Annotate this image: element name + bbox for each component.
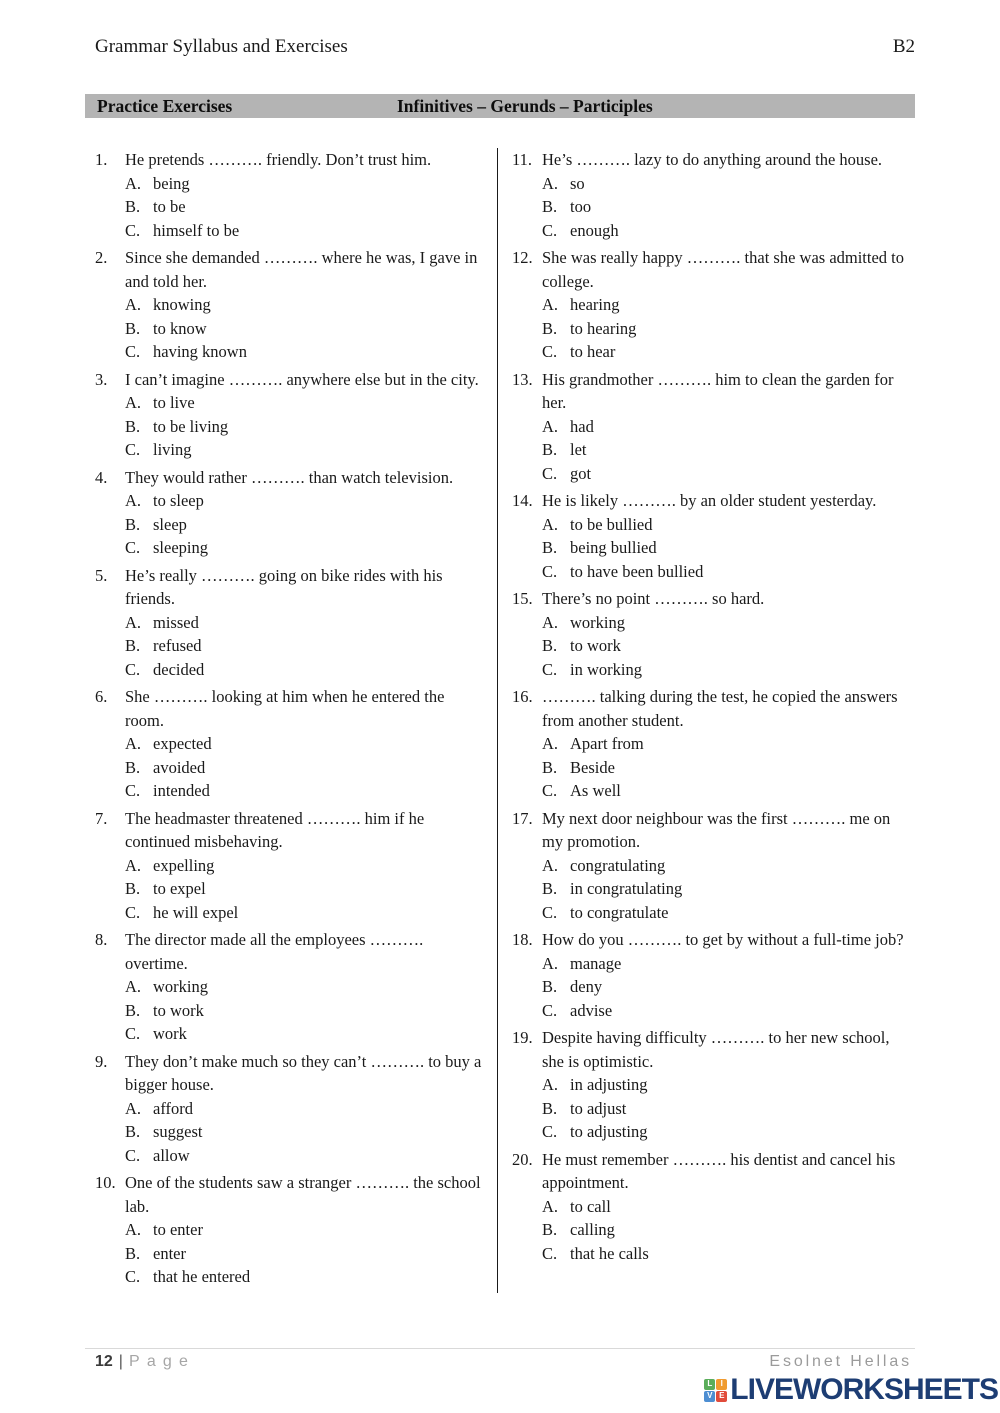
question-item [512, 148, 915, 242]
question-number: 17. [512, 808, 533, 828]
questions-column-right [497, 148, 915, 1293]
question-text: There’s no point ………. so hard. [542, 589, 765, 608]
option-text: working [570, 612, 625, 632]
publisher-name: Esolnet Hellas [769, 1353, 912, 1370]
question-number: 5. [95, 565, 108, 585]
answer-option[interactable] [542, 1120, 915, 1144]
document-header [95, 36, 915, 58]
page-footer [95, 1353, 912, 1371]
lw-square-e: E [716, 1391, 727, 1402]
question-number: 3. [95, 369, 108, 389]
option-letter: A. [542, 295, 559, 314]
answer-option[interactable] [125, 611, 482, 635]
option-text: sleeping [153, 538, 208, 557]
option-letter: C. [125, 1145, 141, 1165]
answer-option[interactable] [542, 658, 915, 682]
question-item [512, 368, 915, 486]
question-body [542, 685, 915, 803]
option-text: to adjust [570, 1098, 627, 1118]
answer-option[interactable] [125, 877, 482, 901]
option-letter: B. [542, 197, 558, 216]
option-letter: B. [542, 318, 558, 338]
answer-option[interactable] [125, 438, 482, 462]
option-text: to call [570, 1196, 611, 1216]
section-title-left: Practice Exercises [97, 96, 233, 116]
option-letter: A. [542, 953, 559, 973]
question-text: Despite having difficulty ………. to her new school, she is optimistic. [542, 1028, 890, 1071]
question-body [125, 928, 482, 1046]
question-item [95, 246, 482, 364]
question-text: He’s ………. lazy to do anything around the house. [542, 150, 883, 169]
option-letter: B. [125, 197, 141, 216]
option-letter: B. [125, 318, 141, 338]
question-text: She was really happy ………. that she was admitted to college. [542, 248, 905, 291]
question-text: He pretends ………. friendly. Don’t trust him. [125, 150, 432, 169]
question-text: The director made all the employees ………. overtime. [125, 930, 424, 973]
question-number: 15. [512, 589, 533, 608]
question-number: 11. [512, 150, 533, 169]
liveworksheets-wordmark: LIVEWORKSHEETS [730, 1373, 998, 1406]
option-text: As well [570, 781, 621, 800]
option-text: refused [153, 636, 202, 655]
option-letter: C. [542, 342, 558, 361]
answer-option[interactable] [542, 1218, 915, 1242]
option-letter: A. [542, 734, 559, 753]
option-text: to be [153, 197, 186, 216]
answer-option[interactable] [542, 1097, 915, 1121]
option-text: decided [153, 659, 205, 679]
question-number: 6. [95, 687, 108, 706]
answer-option[interactable] [542, 536, 915, 560]
footer-divider [85, 1348, 915, 1349]
answer-option[interactable] [125, 1218, 482, 1242]
answer-option[interactable] [125, 1022, 482, 1046]
option-text: enter [153, 1243, 186, 1263]
answer-option[interactable] [542, 172, 915, 196]
option-text: being [153, 173, 190, 193]
option-letter: B. [125, 757, 141, 777]
option-letter: C. [125, 220, 141, 240]
answer-option[interactable] [542, 854, 915, 878]
option-text: he will expel [153, 902, 239, 922]
option-letter: B. [542, 757, 558, 777]
option-letter: A. [125, 612, 142, 632]
option-letter: B. [542, 1220, 558, 1239]
option-letter: C. [542, 902, 558, 922]
question-text: ………. talking during the test, he copied the answers from another student. [542, 687, 898, 730]
answer-option[interactable] [542, 1195, 915, 1219]
option-letter: B. [125, 1000, 141, 1020]
level-badge: B2 [892, 36, 915, 57]
question-text: He must remember ………. his dentist and cancel his appointment. [542, 1149, 896, 1192]
question-number: 10. [95, 1173, 116, 1192]
option-text: to hearing [570, 318, 637, 338]
liveworksheets-logo [704, 1373, 998, 1407]
answer-option[interactable] [542, 901, 915, 925]
option-text: avoided [153, 757, 206, 777]
option-text: working [153, 977, 208, 996]
option-text: himself to be [153, 220, 240, 240]
answer-option[interactable] [542, 340, 915, 364]
option-letter: A. [125, 734, 142, 753]
answer-option[interactable] [542, 952, 915, 976]
option-text: intended [153, 781, 210, 800]
option-text: in working [570, 659, 642, 679]
option-letter: C. [542, 561, 558, 581]
question-body [125, 368, 482, 462]
option-text: living [153, 440, 192, 459]
answer-option[interactable] [125, 634, 482, 658]
option-text: to expel [153, 879, 206, 898]
option-text: expelling [153, 855, 215, 875]
option-letter: C. [542, 781, 558, 800]
option-letter: B. [542, 538, 558, 557]
option-text: too [570, 197, 592, 216]
answer-option[interactable] [542, 415, 915, 439]
option-letter: A. [542, 1075, 559, 1094]
answer-option[interactable] [125, 1242, 482, 1266]
option-letter: B. [542, 440, 558, 459]
option-letter: A. [125, 855, 142, 875]
option-letter: A. [542, 1196, 559, 1216]
option-text: to be living [153, 416, 229, 436]
option-letter: C. [125, 440, 141, 459]
question-item [95, 928, 482, 1046]
question-body [542, 368, 915, 486]
option-text: to have been bullied [570, 561, 704, 581]
question-body [542, 148, 915, 242]
option-letter: C. [125, 659, 141, 679]
question-number: 4. [95, 467, 108, 487]
option-letter: A. [125, 295, 142, 314]
question-number: 13. [512, 369, 533, 389]
option-text: that he entered [153, 1267, 251, 1286]
option-letter: C. [542, 220, 558, 240]
option-text: to congratulate [570, 902, 669, 922]
option-text: got [570, 463, 592, 483]
option-text: to enter [153, 1220, 203, 1239]
question-item [95, 685, 482, 803]
option-text: Apart from [570, 734, 644, 753]
question-text: One of the students saw a stranger ………. the school lab. [125, 1173, 481, 1216]
lw-square-v: V [704, 1391, 715, 1402]
question-body [125, 148, 482, 242]
question-item [95, 807, 482, 925]
option-letter: C. [542, 1122, 558, 1141]
question-body [125, 685, 482, 803]
answer-option[interactable] [542, 1073, 915, 1097]
question-number: 16. [512, 687, 533, 706]
option-text: Beside [570, 757, 615, 777]
option-letter: A. [125, 491, 142, 510]
answer-option[interactable] [542, 756, 915, 780]
option-letter: A. [542, 612, 559, 632]
page-word: Page [128, 1353, 196, 1370]
question-body [542, 1148, 915, 1266]
question-item [95, 148, 482, 242]
answer-option[interactable] [125, 756, 482, 780]
section-banner [85, 94, 915, 118]
question-body [542, 489, 915, 583]
questions-column-left [85, 148, 497, 1293]
answer-option[interactable] [542, 634, 915, 658]
option-letter: B. [542, 1098, 558, 1118]
answer-option[interactable] [125, 901, 482, 925]
answer-option[interactable] [542, 438, 915, 462]
answer-option[interactable] [542, 317, 915, 341]
question-text: How do you ………. to get by without a full-time job? [542, 930, 904, 949]
question-item [512, 246, 915, 364]
answer-option[interactable] [542, 732, 915, 756]
option-letter: C. [125, 342, 141, 361]
answer-option[interactable] [125, 536, 482, 560]
answer-option[interactable] [125, 732, 482, 756]
question-item [512, 1026, 915, 1144]
option-text: to work [153, 1000, 204, 1020]
option-text: in adjusting [570, 1075, 648, 1094]
question-item [95, 466, 482, 560]
option-text: to live [153, 393, 195, 412]
option-text: deny [570, 977, 603, 996]
option-text: let [570, 440, 587, 459]
option-text: knowing [153, 295, 211, 314]
answer-option[interactable] [125, 1097, 482, 1121]
answer-option[interactable] [542, 779, 915, 803]
liveworksheets-icon [704, 1379, 727, 1402]
option-letter: C. [125, 1024, 141, 1043]
question-body [125, 1050, 482, 1168]
question-text: He’s really ………. going on bike rides with his friends. [125, 565, 443, 608]
option-letter: C. [542, 1243, 558, 1263]
question-item [95, 368, 482, 462]
answer-option[interactable] [125, 975, 482, 999]
option-text: work [153, 1024, 187, 1043]
question-item [512, 685, 915, 803]
answer-option[interactable] [125, 658, 482, 682]
question-item [512, 928, 915, 1022]
question-body [125, 1171, 482, 1289]
answer-option[interactable] [542, 611, 915, 635]
question-text: He is likely ………. by an older student yesterday. [542, 491, 877, 510]
question-number: 7. [95, 808, 108, 828]
option-text: to hear [570, 342, 616, 361]
question-number: 18. [512, 930, 533, 949]
option-letter: B. [125, 1243, 141, 1263]
answer-option[interactable] [125, 1265, 482, 1289]
option-text: to sleep [153, 491, 204, 510]
option-text: to work [570, 636, 621, 655]
answer-option[interactable] [125, 999, 482, 1023]
option-letter: C. [125, 1267, 141, 1286]
question-body [125, 246, 482, 364]
question-number: 1. [95, 150, 108, 169]
option-text: hearing [570, 295, 620, 314]
page-indicator [95, 1353, 195, 1371]
answer-option[interactable] [125, 391, 482, 415]
document-title: Grammar Syllabus and Exercises [95, 36, 348, 57]
option-text: that he calls [570, 1243, 649, 1263]
option-letter: A. [125, 1220, 142, 1239]
page-number: 12 [95, 1353, 113, 1370]
option-letter: C. [542, 463, 558, 483]
answer-option[interactable] [125, 1120, 482, 1144]
option-letter: C. [542, 659, 558, 679]
question-number: 19. [512, 1028, 533, 1047]
question-text: My next door neighbour was the first ………. me on my promotion. [542, 808, 891, 851]
answer-option[interactable] [125, 1144, 482, 1168]
question-text: The headmaster threatened ………. him if he continued misbehaving. [125, 808, 425, 851]
option-letter: A. [542, 173, 559, 193]
question-body [125, 807, 482, 925]
answer-option[interactable] [542, 560, 915, 584]
question-item [512, 489, 915, 583]
page-pipe: | [118, 1353, 123, 1370]
question-number: 14. [512, 491, 533, 510]
option-letter: C. [125, 538, 141, 557]
option-letter: B. [125, 514, 141, 534]
question-item [512, 807, 915, 925]
option-letter: A. [542, 855, 559, 875]
question-item [512, 587, 915, 681]
option-letter: C. [125, 781, 141, 800]
option-letter: A. [542, 416, 559, 436]
question-text: They would rather ………. than watch television. [125, 467, 454, 487]
option-text: having known [153, 342, 247, 361]
question-body [542, 1026, 915, 1144]
question-body [125, 466, 482, 560]
answer-option[interactable] [542, 219, 915, 243]
answer-option[interactable] [542, 975, 915, 999]
answer-option[interactable] [125, 489, 482, 513]
option-text: afford [153, 1098, 194, 1118]
option-text: in congratulating [570, 879, 683, 898]
option-text: expected [153, 734, 212, 753]
question-body [542, 928, 915, 1022]
option-letter: A. [125, 977, 142, 996]
option-text: to be bullied [570, 514, 653, 534]
option-text: being bullied [570, 538, 657, 557]
lw-square-l: L [704, 1379, 715, 1390]
question-body [125, 564, 482, 682]
option-letter: C. [542, 1000, 558, 1020]
option-letter: B. [542, 977, 558, 996]
option-text: manage [570, 953, 622, 973]
answer-option[interactable] [542, 877, 915, 901]
question-text: She ………. looking at him when he entered the room. [125, 687, 445, 730]
option-letter: B. [125, 879, 141, 898]
option-text: allow [153, 1145, 190, 1165]
answer-option[interactable] [125, 854, 482, 878]
lw-square-i: I [716, 1379, 727, 1390]
option-letter: A. [125, 1098, 142, 1118]
option-letter: A. [125, 173, 142, 193]
option-letter: B. [542, 636, 558, 655]
answer-option[interactable] [542, 513, 915, 537]
question-item [512, 1148, 915, 1266]
option-text: calling [570, 1220, 615, 1239]
question-number: 12. [512, 248, 533, 267]
option-text: congratulating [570, 855, 666, 875]
option-text: suggest [153, 1122, 203, 1141]
question-number: 20. [512, 1149, 533, 1169]
answer-option[interactable] [125, 513, 482, 537]
option-text: had [570, 416, 594, 436]
question-body [542, 246, 915, 364]
option-text: to adjusting [570, 1122, 648, 1141]
answer-option[interactable] [542, 293, 915, 317]
question-text: I can’t imagine ………. anywhere else but in the city. [125, 369, 479, 389]
answer-option[interactable] [125, 172, 482, 196]
question-number: 2. [95, 248, 108, 267]
option-letter: C. [125, 902, 141, 922]
section-title-right: Infinitives – Gerunds – Participles [397, 96, 653, 116]
option-letter: B. [125, 636, 141, 655]
question-text: His grandmother ………. him to clean the garden for her. [542, 369, 894, 412]
question-body [542, 807, 915, 925]
question-item [95, 564, 482, 682]
option-text: to know [153, 318, 207, 338]
question-body [542, 587, 915, 681]
option-text: so [570, 173, 585, 193]
option-letter: A. [542, 514, 559, 534]
option-letter: B. [125, 416, 141, 436]
answer-option[interactable] [542, 999, 915, 1023]
answer-option[interactable] [542, 195, 915, 219]
question-text: Since she demanded ………. where he was, I gave in and told her. [125, 248, 478, 291]
option-letter: B. [125, 1122, 141, 1141]
question-text: They don’t make much so they can’t ………. to buy a bigger house. [125, 1051, 482, 1094]
answer-option[interactable] [125, 340, 482, 364]
option-text: sleep [153, 514, 187, 534]
answer-option[interactable] [542, 462, 915, 486]
question-item [95, 1171, 482, 1289]
option-letter: A. [125, 393, 142, 412]
question-number: 9. [95, 1051, 108, 1071]
answer-option[interactable] [125, 219, 482, 243]
answer-option[interactable] [125, 415, 482, 439]
answer-option[interactable] [125, 195, 482, 219]
option-text: missed [153, 612, 199, 632]
option-text: enough [570, 220, 619, 240]
option-text: advise [570, 1000, 613, 1020]
answer-option[interactable] [125, 317, 482, 341]
question-number: 8. [95, 930, 108, 949]
answer-option[interactable] [125, 293, 482, 317]
answer-option[interactable] [542, 1242, 915, 1266]
question-item [95, 1050, 482, 1168]
questions-area [85, 148, 915, 1293]
answer-option[interactable] [125, 779, 482, 803]
option-letter: B. [542, 879, 558, 898]
